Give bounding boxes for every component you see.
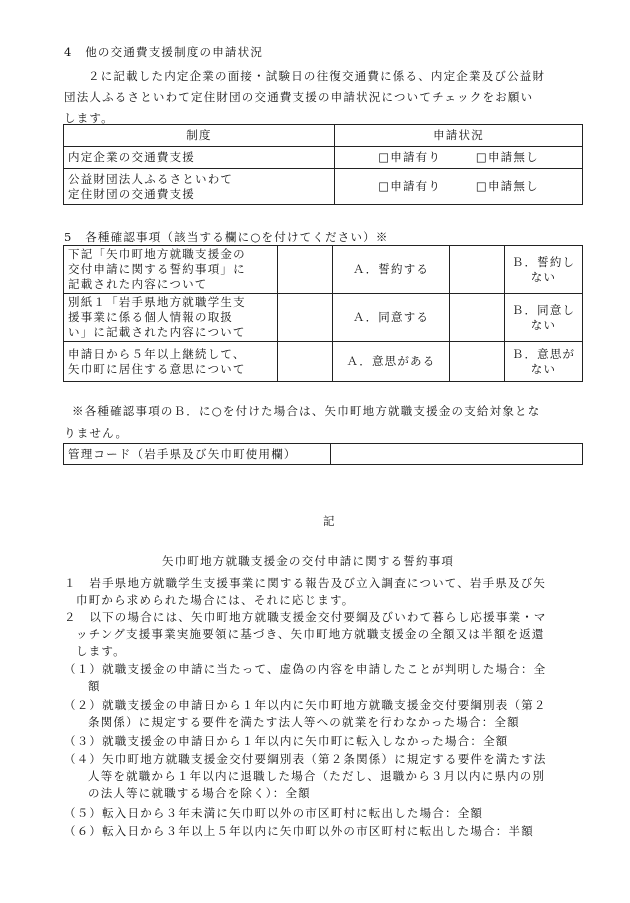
option-a[interactable]: Ａ．意思がある <box>333 342 450 382</box>
blank-cell <box>278 342 333 382</box>
confirmation-text: 下記「矢巾町地方就職支援金の 交付申請に関する誓約事項」に 記載された内容について <box>64 246 278 294</box>
checkbox-applied[interactable]: □申請有り <box>378 179 442 193</box>
confirmation-text: 申請日から５年以上継続して、 矢巾町に居住する意思について <box>64 342 278 382</box>
row-system-name: 内定企業の交通費支援 <box>64 147 335 169</box>
pledge-item2-line2: ッチング支援事業実施要領に基づき、矢巾町地方就職支援金の全額又は半額を返還 <box>76 627 545 641</box>
pledge-title: 矢巾町地方就職支援金の交付申請に関する誓約事項 <box>162 554 455 568</box>
section4-para-line2: 団法人ふるさといわて定住財団の交通費支援の申請状況についてチェックをお願い <box>64 90 534 104</box>
pledge-sub2-line1: （２）就職支援金の申請日から１年以内に矢巾町地方就職支援金交付要綱別表（第２ <box>64 698 547 712</box>
row-system-name: 公益財団法人ふるさといわて 定住財団の交通費支援 <box>64 169 335 205</box>
blank-cell <box>450 294 505 342</box>
blank-cell <box>450 342 505 382</box>
pledge-sub6-line1: （６）転入日から３年以上５年以内に矢巾町以外の市区町村に転出した場合：半額 <box>64 824 534 838</box>
header-status: 申請状況 <box>335 125 583 147</box>
transport-support-table <box>63 124 583 205</box>
pledge-item2-line1: ２ 以下の場合には、矢巾町地方就職支援金交付要綱及びいわて暮らし応援事業・マ <box>64 610 547 624</box>
header-system: 制度 <box>64 125 335 147</box>
option-a[interactable]: Ａ．同意する <box>333 294 450 342</box>
pledge-sub5-line1: （５）転入日から３年未満に矢巾町以外の市区町村に転出した場合：全額 <box>64 806 484 820</box>
table-row <box>64 246 583 294</box>
pledge-item1-line2: 巾町から求められた場合には、それに応じます。 <box>76 593 355 607</box>
confirmation-text: 別紙１「岩手県地方就職学生支 援事業に係る個人情報の取扱 い」に記載された内容について <box>64 294 278 342</box>
checkbox-applied[interactable]: □申請有り <box>378 150 442 164</box>
pledge-sub4-line2: 人等を就職から１年以内に退職した場合（ただし、退職から３月以内に県内の別 <box>88 769 546 783</box>
pledge-sub4-line1: （４）矢巾町地方就職支援金交付要綱別表（第２条関係）に規定する要件を満たす法 <box>64 752 547 766</box>
note-line1: ※各種確認事項のＢ．に○を付けた場合は、矢巾町地方就職支援金の支給対象とな <box>72 404 541 418</box>
table-row <box>64 342 583 382</box>
ki-marker: 記 <box>323 514 336 528</box>
blank-cell <box>278 246 333 294</box>
row-status <box>335 169 583 205</box>
pledge-item1-line1: １ 岩手県地方就職学生支援事業に関する報告及び立入調査について、岩手県及び矢 <box>64 576 547 590</box>
blank-cell <box>450 246 505 294</box>
pledge-sub2-line2: 条関係）に規定する要件を満たす法人等への就業を行わなかった場合：全額 <box>88 715 520 729</box>
note-line2: りません。 <box>64 426 129 440</box>
option-b[interactable]: Ｂ．同意しない <box>505 294 583 342</box>
confirmation-table <box>63 245 583 382</box>
table-row <box>64 294 583 342</box>
blank-cell <box>278 294 333 342</box>
management-code-table <box>63 443 583 465</box>
pledge-item2-line3: します。 <box>76 644 126 658</box>
pledge-sub4-line3: の法人等に就職する場合を除く）：全額 <box>88 786 311 800</box>
table-row <box>64 147 583 169</box>
pledge-sub1-line1: （１）就職支援金の申請に当たって、虚偽の内容を申請したことが判明した場合：全 <box>64 662 547 676</box>
section4-heading: 4 他の交通費支援制度の申請状況 <box>64 45 264 59</box>
pledge-sub3-line1: （３）就職支援金の申請日から１年以内に矢巾町に転入しなかった場合：全額 <box>64 734 509 748</box>
checkbox-not-applied[interactable]: □申請無し <box>475 179 539 193</box>
option-b[interactable]: Ｂ．意思がない <box>505 342 583 382</box>
table-row <box>64 169 583 205</box>
management-code-field[interactable] <box>331 444 583 465</box>
option-a[interactable]: Ａ．誓約する <box>333 246 450 294</box>
section5-heading: 5 各種確認事項（該当する欄に○を付けてください）※ <box>64 230 389 244</box>
section4-para-line1: ２に記載した内定企業の面接・試験日の往復交通費に係る、内定企業及び公益財 <box>88 69 546 83</box>
option-b[interactable]: Ｂ．誓約しない <box>505 246 583 294</box>
row-status <box>335 147 583 169</box>
section4-para-line3: します。 <box>64 111 114 125</box>
management-code-label: 管理コード（岩手県及び矢巾町使用欄） <box>64 444 331 465</box>
pledge-sub1-line2: 額 <box>88 679 101 693</box>
checkbox-not-applied[interactable]: □申請無し <box>475 150 539 164</box>
